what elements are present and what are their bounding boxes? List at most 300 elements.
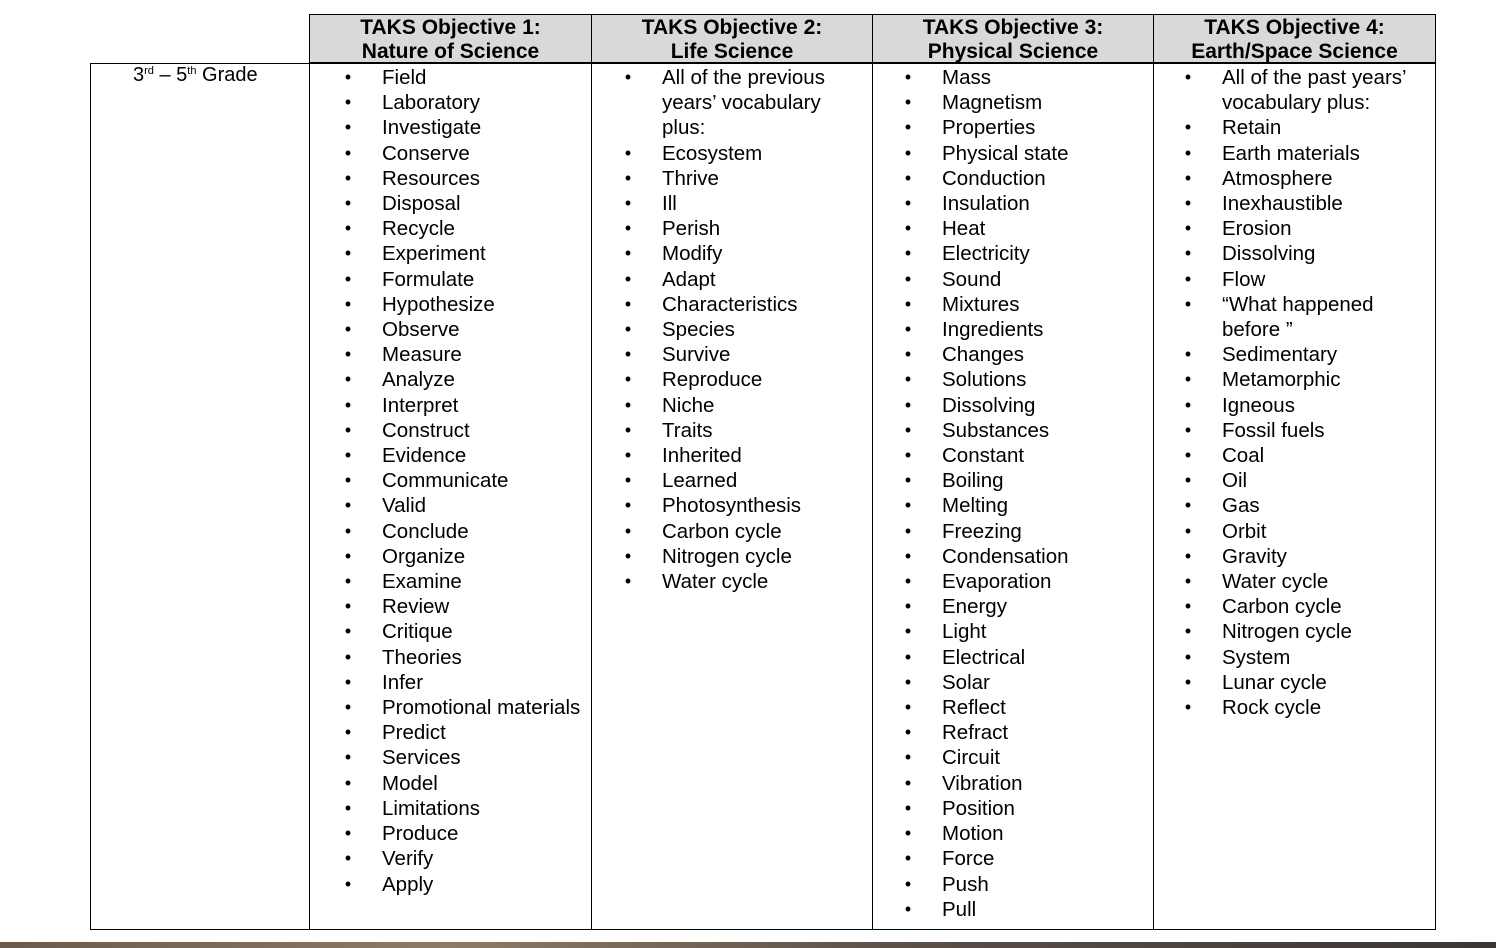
vocab-term: Field (382, 66, 427, 89)
bullet-icon: • (624, 319, 632, 340)
list-item (902, 872, 1142, 897)
bullet-icon: • (904, 344, 912, 365)
bullet-icon: • (344, 167, 352, 188)
bullet-icon: • (1184, 697, 1192, 718)
vocab-term: Erosion (1222, 217, 1292, 241)
list-item (342, 493, 582, 518)
bullet-icon: • (344, 394, 352, 415)
list-item (1182, 191, 1422, 216)
bullet-icon: • (344, 193, 352, 214)
list-item (1182, 468, 1422, 493)
list-item (902, 418, 1142, 443)
list-item (342, 141, 582, 166)
vocab-term: Solutions (942, 368, 1027, 392)
list-item (902, 241, 1142, 266)
list-item (342, 267, 582, 292)
bullet-icon: • (624, 445, 632, 466)
bullet-icon: • (624, 218, 632, 239)
list-item (1182, 418, 1422, 443)
bullet-icon: • (344, 369, 352, 390)
vocab-term: Ecosystem (662, 141, 763, 165)
bullet-icon: • (904, 369, 912, 390)
list-item (902, 544, 1142, 569)
vocab-list-earth-space-science (1182, 65, 1422, 720)
list-item (622, 191, 852, 216)
column-divider (591, 63, 592, 930)
vocab-term: Examine (382, 570, 462, 594)
bullet-icon: • (624, 67, 632, 87)
vocab-term: All of the past years’ vocabulary plus: (1222, 66, 1406, 115)
row-bottom-border (90, 929, 1436, 930)
vocab-term: Water cycle (662, 570, 769, 594)
list-item (342, 645, 582, 670)
list-item (342, 418, 582, 443)
vocab-term: Critique (382, 620, 453, 644)
list-item (622, 267, 852, 292)
list-item (622, 65, 852, 141)
bullet-icon: • (904, 193, 912, 214)
bullet-icon: • (904, 646, 912, 667)
bullet-icon: • (904, 142, 912, 163)
bullet-icon: • (344, 646, 352, 667)
bullet-icon: • (344, 671, 352, 692)
list-item (342, 720, 582, 745)
grade-end-ordinal: th (187, 65, 197, 77)
bullet-icon: • (624, 344, 632, 365)
list-item (622, 241, 852, 266)
header-objective-3 (872, 14, 1154, 63)
vocab-term: Changes (942, 343, 1025, 367)
bullet-icon: • (344, 243, 352, 264)
vocab-term: Retain (1222, 116, 1282, 140)
list-item (902, 65, 1142, 90)
bullet-icon: • (344, 520, 352, 541)
vocab-term: Photosynthesis (662, 494, 802, 518)
vocab-term: Organize (382, 544, 466, 568)
list-item (622, 443, 852, 468)
vocab-term: Dissolving (942, 393, 1036, 417)
bullet-icon: • (344, 344, 352, 365)
list-item (1182, 544, 1422, 569)
list-item (342, 771, 582, 796)
vocab-term: Reproduce (662, 368, 763, 392)
bullet-icon: • (1184, 596, 1192, 617)
vocab-term: Water cycle (1222, 570, 1329, 594)
vocab-term: Verify (382, 847, 434, 871)
list-item (342, 90, 582, 115)
list-item (1182, 166, 1422, 191)
vocab-term: Species (662, 318, 735, 342)
vocab-term: Evidence (382, 444, 467, 468)
list-item (902, 695, 1142, 720)
bullet-icon: • (1184, 142, 1192, 163)
bullet-icon: • (344, 571, 352, 592)
vocab-term: Electricity (942, 242, 1030, 266)
list-item (1182, 443, 1422, 468)
vocab-term: Push (942, 872, 989, 896)
grade-word: Grade (196, 64, 258, 86)
bullet-icon: • (904, 419, 912, 440)
table-left-border (90, 63, 91, 930)
vocab-term: Nitrogen cycle (662, 544, 792, 568)
vocab-term: Theories (382, 645, 462, 669)
list-item (902, 846, 1142, 871)
vocab-term: Observe (382, 318, 460, 342)
bullet-icon: • (1184, 571, 1192, 592)
list-item (342, 569, 582, 594)
vocab-term: Laboratory (382, 91, 481, 115)
bullet-icon: • (904, 445, 912, 466)
list-item (342, 342, 582, 367)
vocab-term: Solar (942, 670, 990, 694)
bullet-icon: • (624, 142, 632, 163)
list-item (1182, 569, 1422, 594)
vocab-term: Coal (1222, 444, 1265, 468)
vocab-term: Orbit (1222, 519, 1267, 543)
list-item (342, 544, 582, 569)
row-top-border (90, 63, 1436, 64)
bullet-icon: • (1184, 545, 1192, 566)
bullet-icon: • (344, 142, 352, 163)
grade-start: 3 (133, 64, 145, 86)
list-item (622, 519, 852, 544)
bullet-icon: • (624, 571, 632, 592)
list-item (902, 897, 1142, 922)
vocab-term: Magnetism (942, 91, 1043, 115)
bullet-icon: • (904, 117, 912, 138)
list-item (902, 670, 1142, 695)
list-item (342, 519, 582, 544)
vocab-term: Construct (382, 418, 470, 442)
bullet-icon: • (344, 722, 352, 743)
vocab-term: Valid (382, 494, 427, 518)
list-item (622, 544, 852, 569)
bullet-icon: • (344, 848, 352, 869)
list-item (342, 241, 582, 266)
vocab-term: Produce (382, 822, 459, 846)
vocab-term: Experiment (382, 242, 486, 266)
list-item (342, 821, 582, 846)
list-item (622, 317, 852, 342)
bullet-icon: • (904, 697, 912, 718)
list-item (902, 720, 1142, 745)
list-item (1182, 141, 1422, 166)
vocab-term: Recycle (382, 217, 455, 241)
bullet-icon: • (344, 873, 352, 894)
bullet-icon: • (344, 117, 352, 138)
list-item (902, 216, 1142, 241)
bullet-icon: • (344, 823, 352, 844)
list-item (902, 594, 1142, 619)
vocab-term: Services (382, 746, 461, 770)
list-item (1182, 645, 1422, 670)
bullet-icon: • (1184, 167, 1192, 188)
bullet-icon: • (904, 671, 912, 692)
list-item (902, 317, 1142, 342)
bullet-icon: • (1184, 243, 1192, 264)
bullet-icon: • (624, 419, 632, 440)
list-item (1182, 619, 1422, 644)
list-item (342, 796, 582, 821)
bullet-icon: • (1184, 344, 1192, 365)
vocab-term: Promotional materials (382, 696, 581, 720)
vocab-term: Earth materials (1222, 141, 1360, 165)
list-item (622, 493, 852, 518)
table-right-border (1435, 63, 1436, 930)
header-objective-4 (1153, 14, 1436, 63)
list-item (342, 367, 582, 392)
grade-dash: – (153, 64, 177, 86)
vocab-term: Conclude (382, 519, 469, 543)
bullet-icon: • (624, 268, 632, 289)
vocab-term: Interpret (382, 393, 459, 417)
vocab-term: Carbon cycle (662, 519, 782, 543)
bullet-icon: • (344, 218, 352, 239)
bullet-icon: • (624, 495, 632, 516)
list-item (1182, 695, 1422, 720)
bullet-icon: • (344, 319, 352, 340)
vocab-term: Investigate (382, 116, 482, 140)
list-item (1182, 493, 1422, 518)
vocab-term: Motion (942, 822, 1004, 846)
vocab-term: Fossil fuels (1222, 418, 1325, 442)
vocab-term: Oil (1222, 469, 1248, 493)
vocab-term: Formulate (382, 267, 475, 291)
list-item (342, 619, 582, 644)
list-item (902, 745, 1142, 770)
bullet-icon: • (1184, 218, 1192, 239)
bullet-icon: • (624, 545, 632, 566)
bullet-icon: • (344, 621, 352, 642)
header-subtitle: Earth/Space Science (1191, 40, 1398, 63)
bullet-icon: • (1184, 495, 1192, 516)
header-subtitle: Life Science (670, 40, 794, 63)
bullet-icon: • (1184, 621, 1192, 642)
grade-level-label (133, 63, 258, 88)
vocab-term: Mass (942, 66, 991, 89)
list-item (622, 216, 852, 241)
bullet-icon: • (624, 369, 632, 390)
vocab-term: Constant (942, 444, 1025, 468)
list-item (342, 846, 582, 871)
list-item (1182, 216, 1422, 241)
bullet-icon: • (344, 67, 352, 87)
grade-end: 5 (176, 64, 188, 86)
bullet-icon: • (904, 394, 912, 415)
vocab-term: Atmosphere (1222, 166, 1333, 190)
bullet-icon: • (904, 621, 912, 642)
list-item (342, 393, 582, 418)
vocab-term: Carbon cycle (1222, 595, 1342, 619)
vocab-term: Metamorphic (1222, 368, 1341, 392)
vocab-term: Mixtures (942, 292, 1020, 316)
list-item (902, 619, 1142, 644)
vocab-term: Survive (662, 343, 731, 367)
list-item (902, 468, 1142, 493)
list-item (1182, 393, 1422, 418)
column-divider (1153, 63, 1154, 930)
bullet-icon: • (1184, 67, 1192, 87)
header-subtitle: Physical Science (927, 40, 1099, 63)
bullet-icon: • (344, 268, 352, 289)
bullet-icon: • (1184, 117, 1192, 138)
vocab-term: Reflect (942, 696, 1006, 720)
list-item (1182, 367, 1422, 392)
bullet-icon: • (1184, 646, 1192, 667)
list-item (902, 493, 1142, 518)
bullet-icon: • (1184, 419, 1192, 440)
column-divider (872, 63, 873, 930)
vocab-term: Disposal (382, 192, 461, 216)
vocab-term: Energy (942, 595, 1007, 619)
list-item (1182, 267, 1422, 292)
list-item (902, 645, 1142, 670)
list-item (902, 569, 1142, 594)
list-item (902, 771, 1142, 796)
bullet-icon: • (624, 243, 632, 264)
bullet-icon: • (904, 67, 912, 87)
vocab-term: Inherited (662, 444, 742, 468)
vocab-list-physical-science (902, 65, 1142, 922)
bullet-icon: • (1184, 369, 1192, 390)
vocab-term: Predict (382, 721, 446, 745)
vocab-term: Pull (942, 897, 977, 921)
list-item (342, 695, 582, 720)
list-item (902, 292, 1142, 317)
vocab-term: Gas (1222, 494, 1260, 518)
bullet-icon: • (624, 293, 632, 314)
bullet-icon: • (904, 873, 912, 894)
bullet-icon: • (904, 319, 912, 340)
list-item (342, 745, 582, 770)
vocab-term: Sedimentary (1222, 343, 1338, 367)
list-item (1182, 241, 1422, 266)
vocab-term: Nitrogen cycle (1222, 620, 1352, 644)
header-title: TAKS Objective 4: (1204, 16, 1385, 39)
bullet-icon: • (904, 722, 912, 743)
bullet-icon: • (624, 520, 632, 541)
bullet-icon: • (904, 797, 912, 818)
vocab-term: Substances (942, 418, 1050, 442)
vocab-term: Heat (942, 217, 986, 241)
bullet-icon: • (344, 596, 352, 617)
bullet-icon: • (904, 772, 912, 793)
list-item (622, 393, 852, 418)
list-item (902, 342, 1142, 367)
header-title: TAKS Objective 3: (922, 16, 1104, 39)
vocab-term: Characteristics (662, 292, 798, 316)
vocab-term: Ingredients (942, 318, 1044, 342)
bullet-icon: • (904, 495, 912, 516)
vocab-term: Apply (382, 872, 434, 896)
bullet-icon: • (344, 293, 352, 314)
vocab-term: Adapt (662, 267, 716, 291)
vocab-term: Modify (662, 242, 723, 266)
vocab-term: Rock cycle (1222, 696, 1322, 720)
list-item (622, 166, 852, 191)
bullet-icon: • (344, 797, 352, 818)
vocab-term: Force (942, 847, 995, 871)
vocab-term: Measure (382, 343, 462, 367)
list-item (342, 317, 582, 342)
vocab-term: Conserve (382, 141, 470, 165)
background-strip (0, 942, 1496, 948)
bullet-icon: • (904, 747, 912, 768)
bullet-icon: • (1184, 293, 1192, 314)
vocab-term: Circuit (942, 746, 1001, 770)
vocab-term: Sound (942, 267, 1002, 291)
vocab-term: Communicate (382, 469, 509, 493)
bullet-icon: • (624, 193, 632, 214)
vocab-term: Light (942, 620, 987, 644)
vocab-term: Melting (942, 494, 1009, 518)
list-item (1182, 670, 1422, 695)
bullet-icon: • (344, 772, 352, 793)
bullet-icon: • (344, 697, 352, 718)
vocab-term: Resources (382, 166, 480, 190)
bullet-icon: • (344, 92, 352, 113)
list-item (902, 821, 1142, 846)
list-item (622, 342, 852, 367)
list-item (342, 65, 582, 90)
list-item (342, 166, 582, 191)
vocab-term: Ill (662, 192, 677, 216)
bullet-icon: • (904, 520, 912, 541)
list-item (902, 141, 1142, 166)
bullet-icon: • (904, 898, 912, 919)
list-item (902, 393, 1142, 418)
vocab-term: Gravity (1222, 544, 1287, 568)
list-item (902, 191, 1142, 216)
list-item (1182, 342, 1422, 367)
vocab-term: Physical state (942, 141, 1069, 165)
vocab-term: Hypothesize (382, 292, 495, 316)
vocab-term: Infer (382, 670, 424, 694)
vocab-term: Review (382, 595, 450, 619)
vocab-term: Thrive (662, 166, 719, 190)
vocab-term: Condensation (942, 544, 1069, 568)
vocab-list-life-science (622, 65, 852, 594)
vocab-term: Inexhaustible (1222, 192, 1343, 216)
bullet-icon: • (1184, 193, 1192, 214)
vocab-term: Properties (942, 116, 1036, 140)
bullet-icon: • (904, 167, 912, 188)
vocab-term: Model (382, 771, 438, 795)
header-title: TAKS Objective 2: (641, 16, 823, 39)
list-item (902, 443, 1142, 468)
grade-start-ordinal: rd (144, 65, 154, 77)
list-item (622, 468, 852, 493)
list-item (902, 519, 1142, 544)
vocab-term: Perish (662, 217, 721, 241)
bullet-icon: • (904, 545, 912, 566)
header-title: TAKS Objective 1: (360, 16, 541, 39)
vocab-term: System (1222, 645, 1291, 669)
vocab-term: Dissolving (1222, 242, 1316, 266)
list-item (622, 141, 852, 166)
list-item (1182, 292, 1422, 342)
list-item (1182, 594, 1422, 619)
bullet-icon: • (624, 470, 632, 491)
list-item (342, 670, 582, 695)
list-item (1182, 115, 1422, 140)
bullet-icon: • (344, 470, 352, 491)
bullet-icon: • (344, 747, 352, 768)
bullet-icon: • (904, 596, 912, 617)
list-item (342, 594, 582, 619)
vocab-term: Boiling (942, 469, 1004, 493)
vocab-term: Igneous (1222, 393, 1295, 417)
